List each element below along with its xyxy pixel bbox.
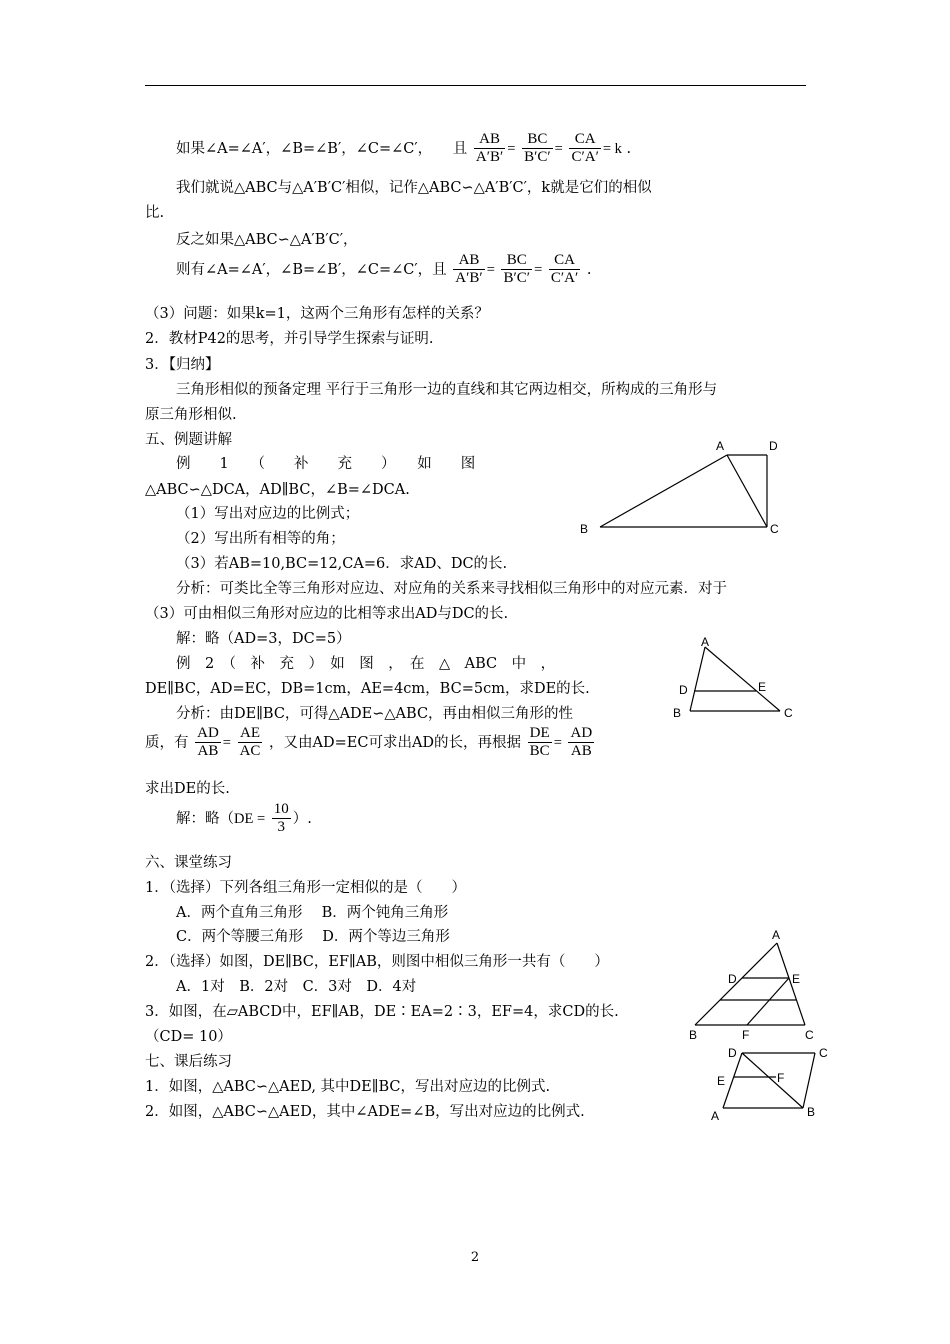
ratio-ca-2: $\frac{CA}{C'A'}$ — [550, 252, 579, 287]
figure-practice-2 — [685, 925, 825, 1045]
label-c: C — [805, 1028, 814, 1042]
definition-line-2b: 比. — [145, 205, 165, 221]
converse-line: 反之如果△ABC∽△A′B′C′， — [176, 232, 358, 248]
definition-qie: 且 — [452, 140, 468, 157]
label-f: F — [742, 1028, 750, 1042]
edge-ac — [777, 943, 805, 1025]
header-rule — [145, 85, 806, 86]
question-3: （3）问题：如果k=1，这两个三角形有怎样的关系？ — [145, 306, 489, 322]
example-1-q3: （3）若AB=10,BC=12,CA=6．求AD、DC的长. — [176, 556, 508, 572]
label-d: D — [679, 683, 688, 697]
label-c: C — [819, 1046, 828, 1060]
diagonal-db — [742, 1053, 803, 1108]
practice-2: 2．（选择）如图，DE∥BC，EF∥AB，则图中相似三角形一共有（ ） — [145, 954, 609, 970]
label-c: C — [784, 706, 793, 720]
practice-2-options: A．1对 B．2对 C．3对 D．4对 — [176, 979, 417, 995]
analysis-1b: （3）可由相似三角形对应边的比相等求出AD与DC的长. — [145, 606, 509, 622]
ratio-ae-ac: $\frac{AE}{AC}$ — [239, 725, 261, 760]
label-a: A — [716, 439, 725, 453]
label-a: A — [772, 928, 781, 942]
label-b: B — [673, 706, 682, 720]
label-d: D — [728, 972, 737, 986]
example-1-head: 例 1 （ 补 充 ） 如 图 — [176, 456, 476, 472]
definition-line-2: 我们就说△ABC与△A′B′C′相似，记作△ABC∽△A′B′C′，k就是它们的相似 — [176, 180, 652, 196]
edge-ac — [705, 647, 780, 711]
section-5-title: 五、例题讲解 — [145, 432, 232, 448]
practice-1-options-ab: A．两个直角三角形 B．两个钝角三角形 — [176, 905, 449, 921]
edge-ac — [727, 455, 767, 527]
item-2: 2．教材P42的思考，并引导学生探索与证明. — [145, 331, 434, 347]
ratio-ad-ab-2: $\frac{AD}{AB}$ — [570, 725, 593, 760]
edge-cb — [803, 1053, 815, 1108]
definition-angles: 如果∠A=∠A′，∠B=∠B′，∠C=∠C′， — [176, 140, 433, 157]
figure-example-1 — [575, 435, 790, 540]
practice-3: 3．如图，在▱ABCD中，EF∥AB，DE∶EA=2∶3，EF=4，求CD的长. — [145, 1004, 619, 1020]
section-6-title: 六、课堂练习 — [145, 855, 232, 871]
solution-1: 解：略（AD=3，DC=5） — [176, 631, 351, 647]
definition-line-1: 如果∠A=∠A′，∠B=∠B′，∠C=∠C′， 且 $\frac{AB}{A'B'}$ = $\frac{BC}{B'C'}$ = $\frac{CA}{C'A'}$ = k . — [176, 131, 632, 166]
segment-ef — [747, 978, 789, 1025]
label-b: B — [689, 1028, 698, 1042]
example-2-line-2: DE∥BC，AD=EC，DB=1cm，AE=4cm，BC=5cm，求DE的长. — [145, 681, 590, 697]
summary-line-1: 三角形相似的预备定理 平行于三角形一边的直线和其它两边相交，所构成的三角形与 — [176, 382, 718, 398]
summary-line-2: 原三角形相似. — [145, 407, 237, 423]
solution-2: 解：略（DE = $\frac{10}{3}$ ）. — [176, 801, 312, 836]
label-a: A — [711, 1109, 720, 1123]
figure-example-2 — [670, 635, 800, 725]
label-e: E — [792, 972, 801, 986]
item-3: 3．【归纳】 — [145, 357, 220, 373]
example-1-q1: （1）写出对应边的比例式； — [176, 506, 360, 522]
label-b: B — [580, 522, 589, 536]
ratio-ab-2: $\frac{AB}{A'B'}$ — [455, 252, 483, 287]
edge-ab — [690, 647, 705, 711]
example-1-line-2: △ABC∽△DCA，AD∥BC，∠B=∠DCA. — [145, 482, 410, 498]
page-number: 2 — [470, 1250, 480, 1265]
homework-1: 1．如图，△ABC∽△AED, 其中DE∥BC，写出对应边的比例式. — [145, 1079, 551, 1095]
ratio-bc: $\frac{BC}{B'C'}$ — [524, 131, 551, 166]
label-f: F — [777, 1071, 785, 1085]
ratio-ca: $\frac{CA}{C'A'}$ — [571, 131, 599, 166]
ratio-de-bc: $\frac{DE}{BC}$ — [529, 725, 550, 760]
ratio-ab: $\frac{AB}{A'B'}$ — [475, 131, 504, 166]
ratio-k: = k — [602, 140, 622, 157]
example-1-q2: （2）写出所有相等的角； — [176, 531, 345, 547]
label-d: D — [769, 439, 778, 453]
section-7-title: 七、课后练习 — [145, 1054, 232, 1070]
analysis-1a: 分析：可类比全等三角形对应边、对应角的关系来寻找相似三角形中的对应元素．对于 — [176, 581, 727, 597]
homework-2: 2．如图，△ABC∽△AED，其中∠ADE=∠B，写出对应边的比例式. — [145, 1104, 585, 1120]
de-value: $\frac{10}{3}$ — [273, 801, 289, 836]
analysis-2b: 质，有 $\frac{AD}{AB}$ = $\frac{AE}{AC}$ ，又由AD=EC可求出AD的长，再根据 $\frac{DE}{BC}$ = $\frac{AD}{AB}$ — [145, 725, 593, 760]
converse-ratios: 则有∠A=∠A′，∠B=∠B′，∠C=∠C′，且 $\frac{AB}{A'B'}$ = $\frac{BC}{B'C'}$ = $\frac{CA}{C'A'}$ . — [176, 252, 592, 287]
ratio-ad-ab: $\frac{AD}{AB}$ — [197, 725, 219, 760]
figure-practice-3 — [705, 1040, 840, 1125]
ratio-bc-2: $\frac{BC}{B'C'}$ — [503, 252, 531, 287]
practice-1-options-cd: C．两个等腰三角形 D．两个等边三角形 — [176, 929, 450, 945]
practice-1: 1．（选择）下列各组三角形一定相似的是（ ） — [145, 880, 466, 896]
practice-3-answer: （CD= 10） — [145, 1029, 232, 1045]
analysis-2c: 求出DE的长. — [145, 781, 230, 797]
label-e: E — [758, 680, 767, 694]
analysis-2a: 分析：由DE∥BC，可得△ADE∽△ABC，再由相似三角形的性 — [176, 706, 574, 722]
label-c: C — [770, 522, 779, 536]
edge-da — [723, 1053, 742, 1108]
label-d: D — [728, 1046, 737, 1060]
label-e: E — [717, 1074, 726, 1088]
label-a: A — [701, 635, 710, 649]
edge-ba — [600, 455, 727, 527]
example-2-head: 例 2 （ 补 充 ） 如 图 ， 在 △ ABC 中 ， — [176, 656, 556, 672]
label-b: B — [807, 1105, 816, 1119]
